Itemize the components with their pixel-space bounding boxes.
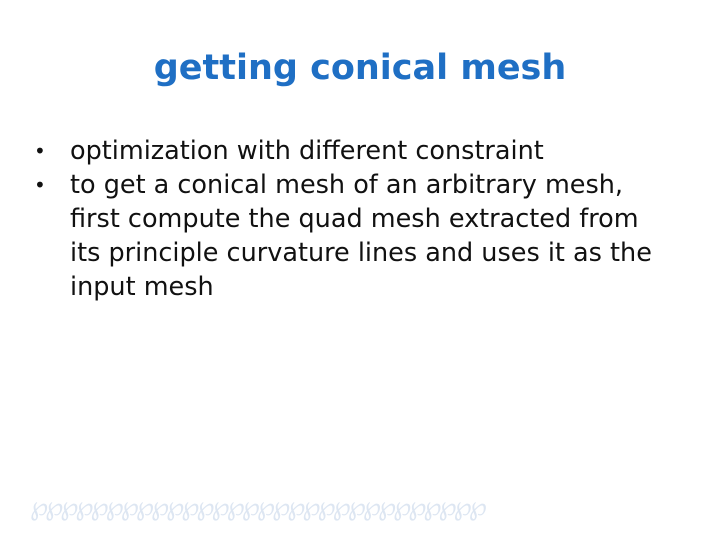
bullet-dot-icon: •: [34, 139, 46, 163]
slide-title: getting conical mesh: [153, 48, 567, 88]
bullet-dot-icon: •: [34, 173, 46, 197]
bullet-text: optimization with different constraint: [70, 136, 544, 166]
bullet-list: [34, 134, 674, 304]
bullet-item: [34, 168, 674, 304]
decorative-border: ℘℘℘℘℘℘℘℘℘℘℘℘℘℘℘℘℘℘℘℘℘℘℘℘℘℘℘℘℘℘: [30, 492, 484, 522]
bullet-item: [34, 134, 674, 168]
bullet-text: to get a conical mesh of an arbitrary mesh, first compute the quad mesh extracted from its principle curvature lines and uses it as the input mesh: [70, 170, 652, 302]
